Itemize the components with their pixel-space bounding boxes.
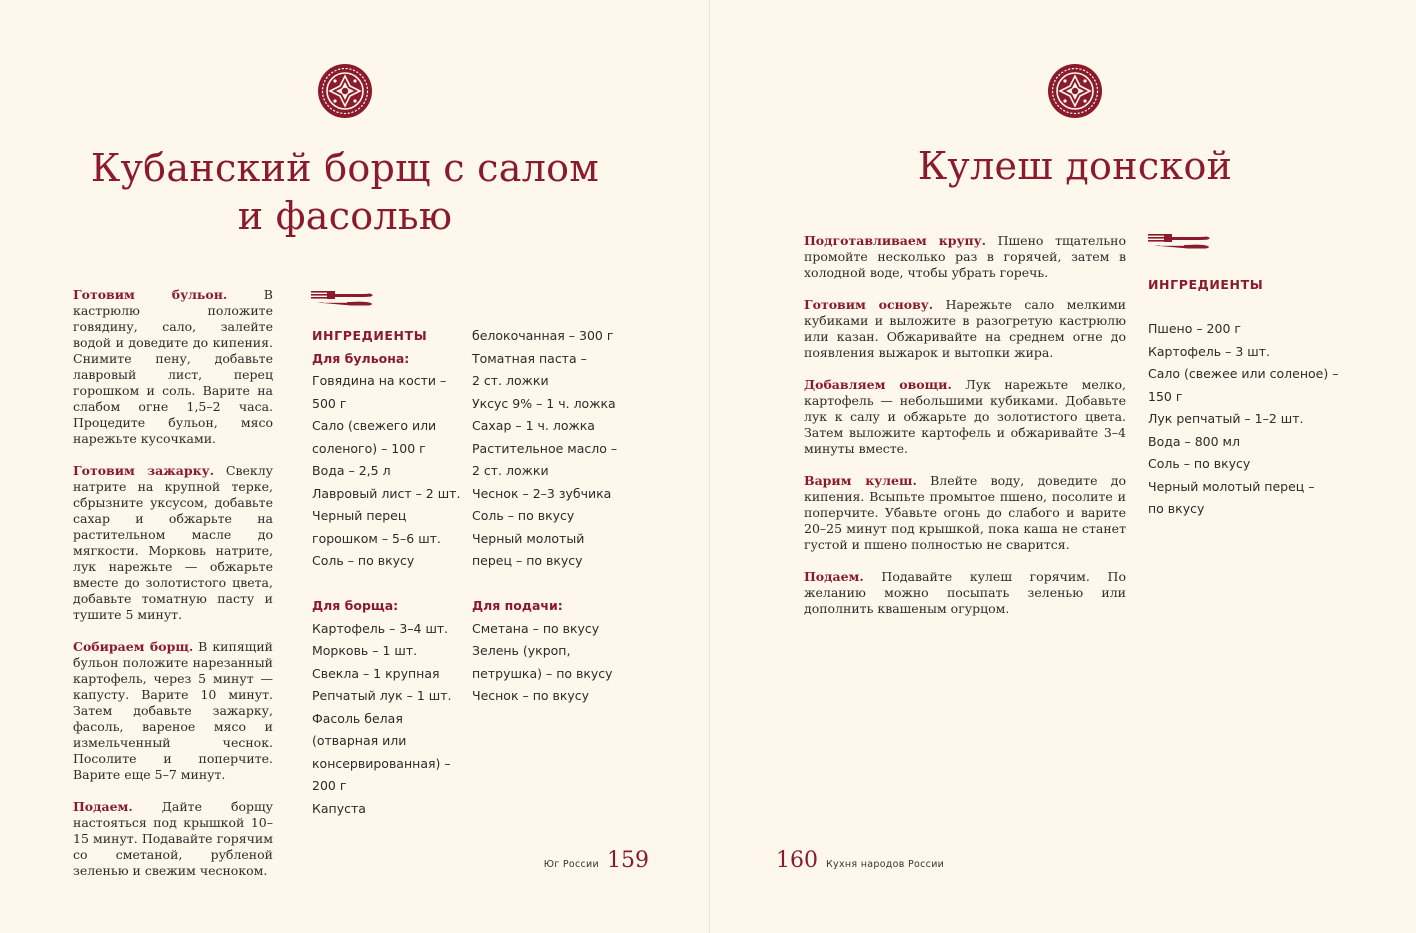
ingredient-group-heading: Для подачи: [472,598,563,613]
ingredient-line: Сало (свежее или соленое) – [1148,366,1339,381]
ingredients-column-2 [472,325,632,708]
step-lead: Готовим основу. [804,297,934,312]
ingredient-line: Чеснок – 2–3 зубчика [472,485,612,501]
ingredient-line: Черный молотый перец – [1148,478,1315,494]
recipe-step [804,473,1126,553]
ingredient-line: 150 г [1148,388,1183,404]
ingredient-line: Томатная паста – [472,350,587,366]
ingredient-line: 500 г [312,395,347,411]
step-text: Дайте борщу настояться под крышкой 10–15 минут. Подавайте горячим со сметаной, рубленой зеленью и свежим чесноком. [73,799,273,878]
ingredient-line: горошком – 5–6 шт. [312,530,441,546]
ingredient-line: Сметана – по вкусу [472,620,600,636]
fork-knife-icon [1148,232,1212,252]
recipe-step [73,287,273,447]
ingredient-line: Свекла – 1 крупная [312,665,440,681]
recipe-step [73,639,273,783]
ingredient-line: Сахар – 1 ч. ложка [472,418,595,433]
recipe-step [804,233,1126,281]
step-lead: Подаем. [804,569,864,584]
ingredient-line: Вода – 800 мл [1148,433,1240,449]
ingredient-line: Черный молотый [472,530,585,546]
ingredient-group-heading: Для борща: [312,598,399,613]
ingredient-line: Фасоль белая [312,710,403,726]
ingredient-line: Соль – по вкусу [472,508,575,523]
ingredient-line: Соль – по вкусу [312,553,415,568]
ingredient-line: перец – по вкусу [472,553,583,568]
ingredient-line: Сало (свежего или [312,418,437,433]
ingredient-line: Картофель – 3 шт. [1148,343,1270,359]
ingredient-group-heading: Для бульона: [312,350,410,366]
spacer [472,573,632,596]
recipe-step [73,463,273,623]
step-lead: Подаем. [73,799,133,814]
ingredient-line: Лавровый лист – 2 шт. [312,485,461,501]
step-text: Подавайте кулеш горячим. По желанию можно посыпать зеленью или дополнить квашеным огурцом. [804,569,1126,616]
step-text: Пшено тщательно промойте несколько раз в горячей, затем в холодной воде, чтобы убрать горечь. [804,233,1126,280]
ingredient-line: 200 г [312,778,347,793]
ornament-medallion-icon [1047,63,1103,119]
ingredient-line: Капуста [312,800,366,816]
step-text: Лук нарежьте мелко, картофель — небольшими кубиками. Добавьте лук к салу и обжарьте до золотистого цвета. Затем выложите картофель и обжаривайте 3–4 минуты вместе. [804,377,1126,456]
recipe-title [60,144,630,240]
page-number: 160 [776,848,818,873]
step-lead: Варим кулеш. [804,473,917,488]
right-page [710,0,1416,933]
recipe-title [790,142,1360,190]
ingredient-line: 2 ст. ложки [472,373,549,388]
ingredient-line: Пшено – 200 г [1148,321,1241,336]
ingredient-line: Вода – 2,5 л [312,463,391,478]
step-text: Нарежьте сало мелкими кубиками и выложите в разогретую кастрюлю или казан. Обжаривайте на среднем огне до появления выжарок и вытопки жира. [804,297,1126,360]
folio-section: Юг России [543,859,599,870]
ingredient-line: петрушка) – по вкусу [472,665,613,681]
ornament-medallion-icon [317,63,373,119]
ingredient-line: 2 ст. ложки [472,463,549,478]
ingredient-line: соленого) – 100 г [312,440,426,456]
recipe-title-line-1: Кубанский борщ с салом [90,146,600,190]
page-number: 159 [607,848,649,873]
recipe-step [73,799,273,879]
ingredient-line: белокочанная – 300 г [472,328,614,343]
step-lead: Подготавливаем крупу. [804,233,986,248]
page-folio-right [776,848,944,873]
ingredient-line: Морковь – 1 шт. [312,643,418,658]
folio-section: Кухня народов России [826,859,945,870]
step-text: Влейте воду, доведите до кипения. Всыпьте промытое пшено, посолите и поперчите. Убавьте огонь до слабого и варите 20–25 минут под крышкой, пока каша не станет густой и пшено полностью не сварится. [804,473,1127,552]
ingredient-line: Чеснок – по вкусу [472,688,590,703]
ingredient-line: Растительное масло – [472,440,618,456]
step-lead: Готовим бульон. [73,287,228,302]
recipe-steps [73,287,273,895]
ingredients-heading: ИНГРЕДИЕНТЫ [312,328,428,343]
recipe-steps [804,233,1126,633]
ingredients-heading: ИНГРЕДИЕНТЫ [1148,277,1264,292]
fork-knife-icon [311,289,375,309]
ingredient-line: Черный перец [312,508,407,523]
step-lead: Добавляем овощи. [804,377,952,392]
ingredient-line: Уксус 9% – 1 ч. ложка [472,395,616,411]
step-text: В кастрюлю положите говядину, сало, залейте водой и доведите до кипения. Снимите пену, добавьте лавровый лист, перец горошком и соль. Варите на слабом огне 1,5–2 часа. Процедите бульон, мясо нарежьте кусочками. [73,287,273,446]
spacer [312,325,462,348]
ingredient-line: Соль – по вкусу [1148,456,1251,471]
ingredients-column-1 [312,325,462,820]
step-lead: Готовим зажарку. [73,463,215,478]
step-lead: Собираем борщ. [73,639,194,654]
ingredient-line: Репчатый лук – 1 шт. [312,688,452,703]
ingredient-line: Говядина на кости – [312,373,447,388]
spacer [312,573,462,596]
recipe-title-line-2: и фасолью [237,194,453,238]
ingredient-line: консервированная) – [312,755,451,771]
ingredient-line: по вкусу [1148,501,1205,516]
ingredient-line: Зелень (укроп, [472,643,571,658]
ingredient-line: (отварная или [312,733,407,748]
recipe-step [804,297,1126,361]
step-text: В кипящий бульон положите нарезанный картофель, через 5 минут — капусту. Варите 10 минут. Затем добавьте зажарку, фасоль, вареное мясо и измельченный чеснок. Посолите и поперчите. Варите еще 5–7 минут. [73,639,273,782]
ingredients-column-1 [1148,318,1348,521]
ingredient-line: Картофель – 3–4 шт. [312,620,449,636]
ingredient-line: Лук репчатый – 1–2 шт. [1148,411,1304,426]
recipe-step [804,377,1126,457]
recipe-title-line-1: Кулеш донской [917,144,1233,188]
recipe-step [804,569,1126,617]
page-folio-left [544,848,649,873]
step-text: Свеклу натрите на крупной терке, сбрызните уксусом, добавьте сахар и обжарьте на растительном масле до мягкости. Морковь натрите, лук нарежьте — обжарьте вместе до золотистого цвета, добавьте томатную пасту и тушите 5 минут. [73,463,273,622]
